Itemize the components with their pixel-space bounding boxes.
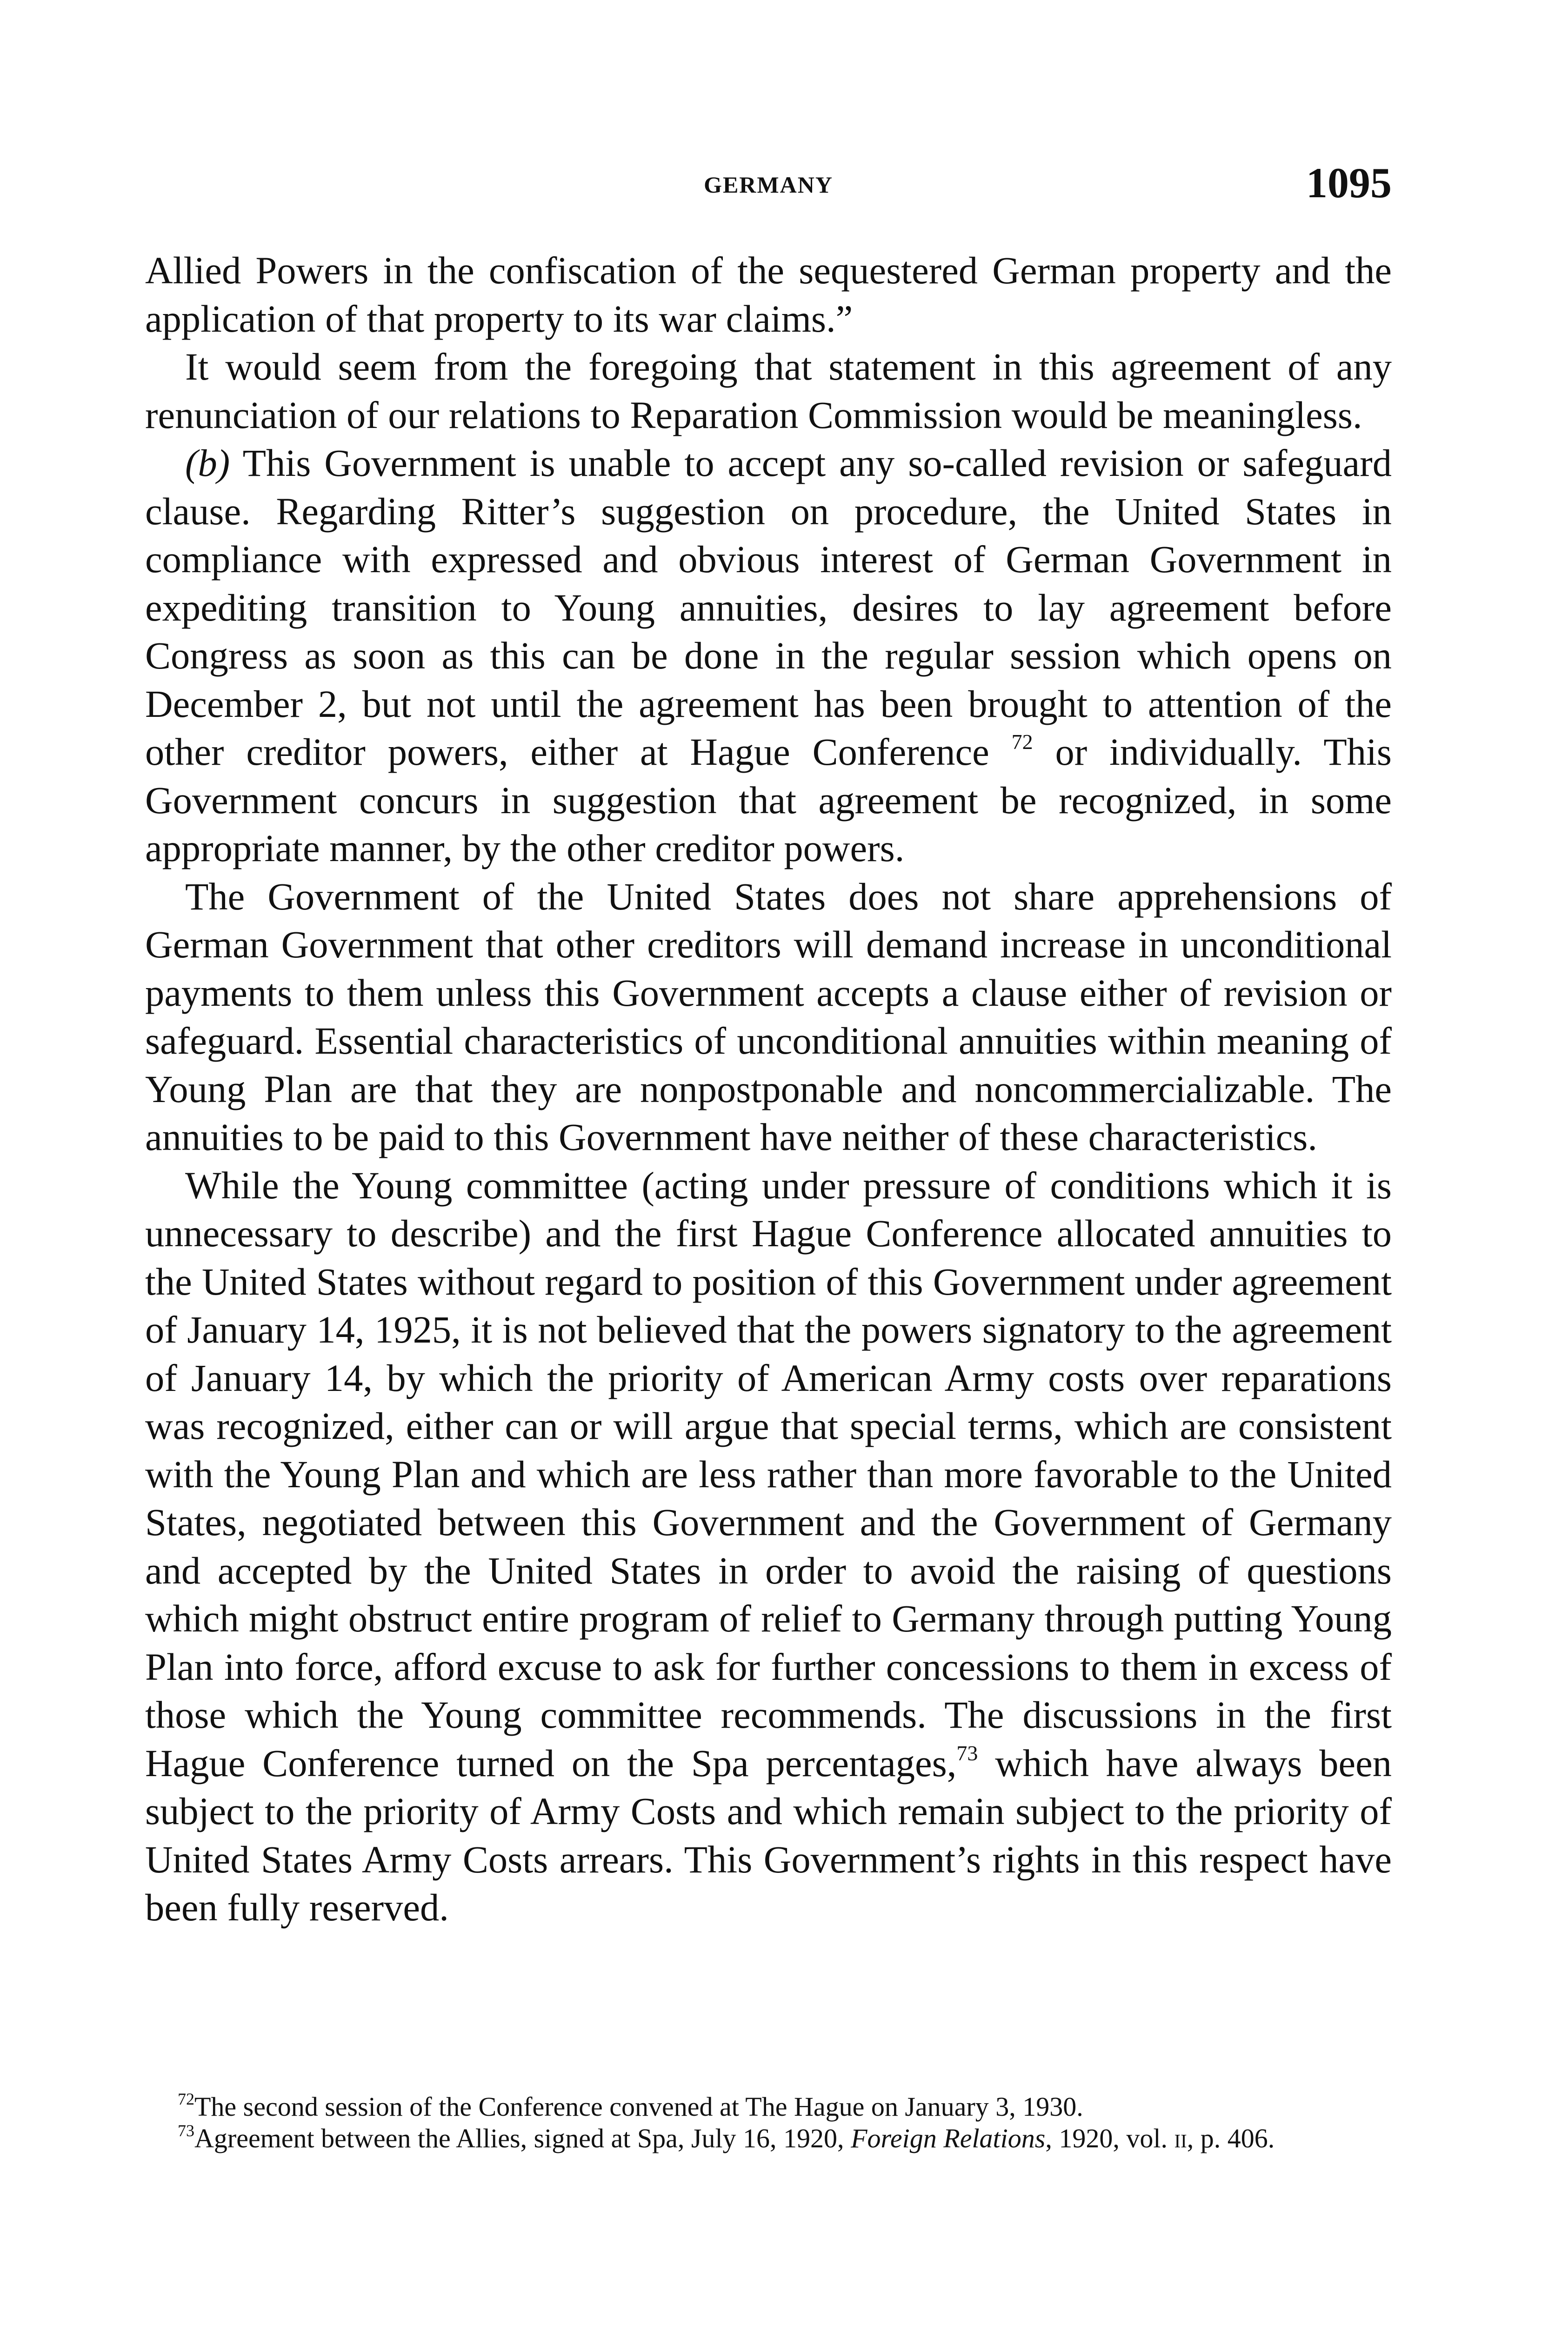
footnote-reference[interactable]: 73 (956, 1741, 978, 1765)
paragraph-text: which have always been subject to the priority of Army Costs and which remain subject to the priority of United States Army Costs arrears. This Government’s rights in this respect have been fully reserved. (145, 1741, 1392, 1929)
footnote-mark: 73 (178, 2121, 194, 2140)
paragraph-continued: Allied Powers in the confiscation of the sequestered German property and the application of that property to its war claims.” (145, 249, 1392, 340)
paragraph-apprehensions: The Government of the United States does not share apprehensions of German Government that other creditors will demand increase in unconditional payments to them unless this Government accepts a clause either of revision or safeguard. Essential characteristics of unconditional annuities within meaning of Young Plan are that they are nonpostponable and noncommercializable. The annuities to be paid to this Government have neither of these characteristics. (145, 875, 1392, 1158)
footnote-reference[interactable]: 72 (1011, 730, 1033, 754)
paragraph-revision-clause (145, 439, 1392, 873)
footnote-text: , 1920, vol. (1045, 2123, 1174, 2153)
page-number: 1095 (1306, 159, 1392, 207)
paragraph-renunciation: It would seem from the foregoing that statement in this agreement of any renunciation of our relations to Reparation Commission would be meaningless. (145, 345, 1392, 436)
footnotes (145, 2091, 1392, 2154)
body-text (145, 247, 1392, 1932)
running-title: GERMANY (704, 172, 833, 198)
footnote-volume: ii (1174, 2123, 1187, 2153)
footnote-72 (145, 2091, 1392, 2123)
footnote-text: The second session of the Conference convened at The Hague on January 3, 1930. (194, 2092, 1083, 2122)
footnote-text: , p. 406. (1187, 2123, 1275, 2153)
running-head (145, 158, 1392, 209)
paragraph-text: While the Young committee (acting under pressure of conditions which it is unnecessary to describe) and the first Hague Conference allocated annuities to the United States without regard to position of this Government under agreement of January 14, 1925, it is not believed that the powers signatory to the agreement of January 14, by which the priority of American Army costs over reparations was recognized, either can or will argue that special terms, which are consistent with the Young Plan and which are less rather than more favorable to the United States, negotiated between this Government and the Government of Germany and accepted by the United States in order to avoid the raising of questions which might obstruct entire program of relief to Germany through putting Young Plan into force, afford excuse to ask for further concessions to them in excess of those which the Young committee recommends. The discussions in the first Hague Conference turned on the Spa percentages, (145, 1163, 1392, 1785)
footnote-mark: 72 (178, 2090, 194, 2108)
footnote-73 (145, 2123, 1392, 2154)
footnote-text: Agreement between the Allies, signed at Spa, July 16, 1920, (194, 2123, 851, 2153)
paragraph-label: (b) (185, 441, 230, 484)
footnote-publication-title: Foreign Relations (851, 2123, 1046, 2153)
paragraph-text: or individually. This Government concurs in suggestion that agreement be recognized, in some appropriate manner, by the other creditor powers. (145, 730, 1392, 869)
paragraph-young-committee (145, 1162, 1392, 1932)
paragraph-text: This Government is unable to accept any so-called revision or safeguard clause. Regarding Ritter’s suggestion on procedure, the United States in compliance with expressed and obvious interest of German Government in expediting transition to Young annuities, desires to lay agreement before Congress as soon as this can be done in the regular session which opens on December 2, but not until the agreement has been brought to attention of the other creditor powers, either at Hague Conference (145, 441, 1392, 773)
